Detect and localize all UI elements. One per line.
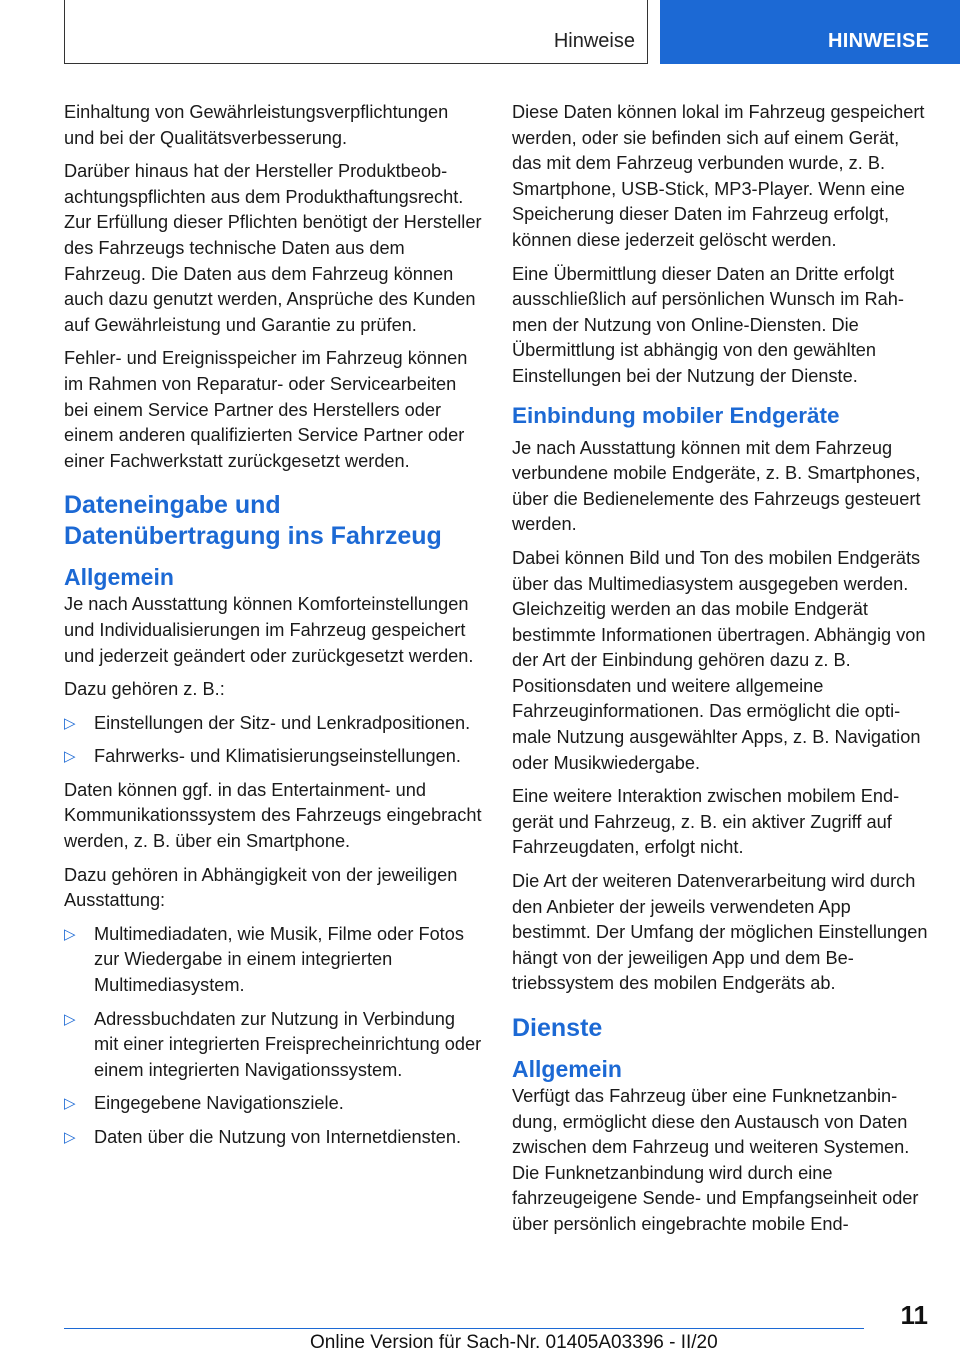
- paragraph: Die Art der weiteren Datenverarbeitung wird durch den Anbieter der jeweils verwendeten App bestimmt. Der Umfang der möglichen Einstellungen hängt von der jeweiligen App und dem Betriebssystem des mobilen Endgeräts ab.: [512, 871, 928, 994]
- paragraph: Je nach Ausstattung können mit dem Fahrzeug verbundene mobile Endgeräte, z. B. Smartphones, über die Bedienelemente des Fahrzeugs gesteuert werden.: [512, 437, 921, 535]
- header-chapter-box: [660, 0, 960, 64]
- left-column: [64, 100, 482, 1159]
- list-item: ▷ Multimediadaten, wie Musik, Filme oder Fotos zur Wiedergabe in einem integrierten Multimediasystem.: [64, 923, 464, 996]
- paragraph: Dabei können Bild und Ton des mobilen Endgeräts über das Multimediasystem ausgegeben werden. Gleichzeitig werden an das mobile Endgerät bestimmte Informationen übertragen. Abhängig von der Art der Einbindung gehören dazu z. B. Positionsdaten und weitere allgemeine Fahrzeuginformationen. Das ermöglicht die optimale Nutzung ausgewählter Apps, z. B. Navigation oder Musikwiedergabe.: [512, 547, 926, 773]
- footer-divider: [64, 1328, 864, 1329]
- list-item: ▷ Daten über die Nutzung von Internetdiensten.: [64, 1125, 482, 1151]
- subsection-heading-general: Allgemein: [64, 564, 174, 591]
- section-heading-data-input: Dateneingabe und Datenübertragung ins Fahrzeug: [64, 491, 442, 551]
- paragraph: Diese Daten können lokal im Fahrzeug gespeichert werden, oder sie befinden sich auf einem Gerät, das mit dem Fahrzeug verbunden wurde, z. B. Smartphone, USB-Stick, MP3-Player. Wenn eine Speicherung dieser Daten im Fahrzeug erfolgt, können diese jederzeit gelöscht werden.: [512, 102, 925, 250]
- paragraph: Dazu gehören in Abhängigkeit von der jeweiligen Ausstattung:: [64, 864, 458, 911]
- bullet-list: [64, 922, 482, 1151]
- header-section-box: [64, 0, 648, 64]
- right-column: [512, 100, 930, 1246]
- bullet-list: [64, 711, 482, 770]
- paragraph: Eine Übermittlung dieser Daten an Dritte erfolgt ausschließlich auf persönlichen Wunsch im Rahmen der Nutzung von Online-Diensten. Die Übermittlung ist abhängig von den gewählten Einstellungen bei der Nutzung der Dienste.: [512, 263, 904, 386]
- header-section-title: Hinweise: [553, 30, 635, 52]
- paragraph: Je nach Ausstattung können Komforteinstellungen und Individualisierungen im Fahrzeug gespeichert und jederzeit geändert oder zurückgesetzt werden.: [64, 594, 474, 666]
- triangle-bullet-icon: ▷: [64, 1010, 76, 1028]
- paragraph: Darüber hinaus hat der Hersteller Produktbeobachtungspflichten aus dem Produkthaftungsrecht. Zur Erfüllung dieser Pflichten benötigt der Hersteller des Fahrzeugs technische Daten aus dem Fahrzeug. Die Daten aus dem Fahrzeug können auch dazu genutzt werden, Ansprüche des Kunden auf Gewährleistung und Garantie zu prüfen.: [64, 161, 482, 335]
- paragraph: Dazu gehören z. B.:: [64, 679, 225, 700]
- list-item: ▷ Eingegebene Navigationsziele.: [64, 1091, 482, 1117]
- list-item: ▷ Einstellungen der Sitz- und Lenkradpositionen.: [64, 711, 482, 737]
- paragraph: Fehler- und Ereignisspeicher im Fahrzeug können im Rahmen von Reparatur- oder Servicearbeiten bei einem Service Partner des Herstellers oder einem anderen qualifizierten Service Partner oder einer Fachwerkstatt zurückgesetzt werden.: [64, 348, 468, 471]
- paragraph: Eine weitere Interaktion zwischen mobilem Endgerät und Fahrzeug, z. B. ein aktiver Zugriff auf Fahrzeugdaten, erfolgt nicht.: [512, 786, 900, 858]
- triangle-bullet-icon: ▷: [64, 925, 76, 943]
- list-item: ▷ Adressbuchdaten zur Nutzung in Verbindung mit einer integrierten Freisprecheinrichtung oder einem integrierten Navigationssystem.: [64, 1008, 482, 1080]
- triangle-bullet-icon: ▷: [64, 714, 76, 732]
- paragraph: Daten können ggf. in das Entertainment- und Kommunikationssystem des Fahrzeugs eingebracht werden, z. B. über ein Smartphone.: [64, 779, 482, 852]
- section-heading-services: Dienste: [512, 1014, 603, 1042]
- list-item: ▷ Fahrwerks- und Klimatisierungseinstellungen.: [64, 744, 482, 770]
- paragraph: Einhaltung von Gewährleistungsverpflichtungen und bei der Qualitätsverbesserung.: [64, 102, 449, 148]
- section-heading-mobile-devices: Einbindung mobiler Endgeräte: [512, 402, 840, 428]
- triangle-bullet-icon: ▷: [64, 1095, 76, 1113]
- page-number: 11: [900, 1300, 928, 1330]
- triangle-bullet-icon: ▷: [64, 748, 76, 766]
- paragraph: Verfügt das Fahrzeug über eine Funknetzanbindung, ermöglicht diese den Austausch von Daten zwischen dem Fahrzeug und weiteren Systemen. Die Funknetzanbindung wird durch eine fahrzeugeigene Sende- und Empfangseinheit oder über persönlich eingebrachte mobile End-: [512, 1086, 919, 1234]
- triangle-bullet-icon: ▷: [64, 1129, 76, 1146]
- subsection-heading-general: Allgemein: [512, 1056, 622, 1082]
- header-chapter-title: HINWEISE: [828, 30, 930, 52]
- footer-version-text: Online Version für Sach-Nr. 01405A03396 - II/20: [310, 1332, 718, 1353]
